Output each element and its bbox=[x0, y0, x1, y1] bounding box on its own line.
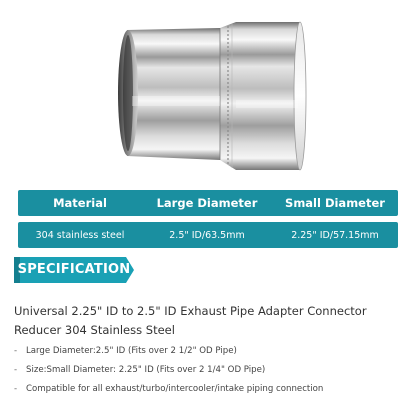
value-large-diameter: 2.5" ID/63.5mm bbox=[169, 229, 245, 241]
dash-icon: - bbox=[14, 346, 18, 356]
header-large-diameter: Large Diameter bbox=[156, 196, 258, 210]
specification-banner bbox=[14, 257, 134, 283]
value-material: 304 stainless steel bbox=[35, 229, 125, 241]
list-item bbox=[14, 346, 406, 357]
dash-icon: - bbox=[14, 365, 18, 375]
list-item bbox=[14, 384, 406, 395]
bullet-text: Compatible for all exhaust/turbo/intercooler/intake piping connection bbox=[26, 384, 324, 394]
bullet-text: Large Diameter:2.5" ID (Fits over 2 1/2" OD Pipe) bbox=[26, 346, 237, 356]
feature-list bbox=[14, 346, 406, 395]
banner-label: SPECIFICATION bbox=[17, 262, 131, 277]
product-title: Universal 2.25" ID to 2.5" ID Exhaust Pipe Adapter Connector Reducer 304 Stainless Steel bbox=[14, 304, 367, 337]
spec-table-row bbox=[18, 222, 398, 248]
header-material: Material bbox=[53, 196, 107, 210]
dash-icon: - bbox=[14, 384, 18, 394]
header-small-diameter: Small Diameter bbox=[285, 196, 385, 210]
value-small-diameter: 2.25" ID/57.15mm bbox=[291, 229, 379, 241]
product-description bbox=[14, 302, 406, 403]
spec-table-header bbox=[18, 190, 398, 216]
list-item bbox=[14, 365, 406, 376]
pipe-reducer-image bbox=[0, 0, 416, 176]
spec-table bbox=[18, 190, 398, 248]
bullet-text: Size:Small Diameter: 2.25" ID (Fits over 2 1/4" OD Pipe) bbox=[26, 365, 266, 375]
